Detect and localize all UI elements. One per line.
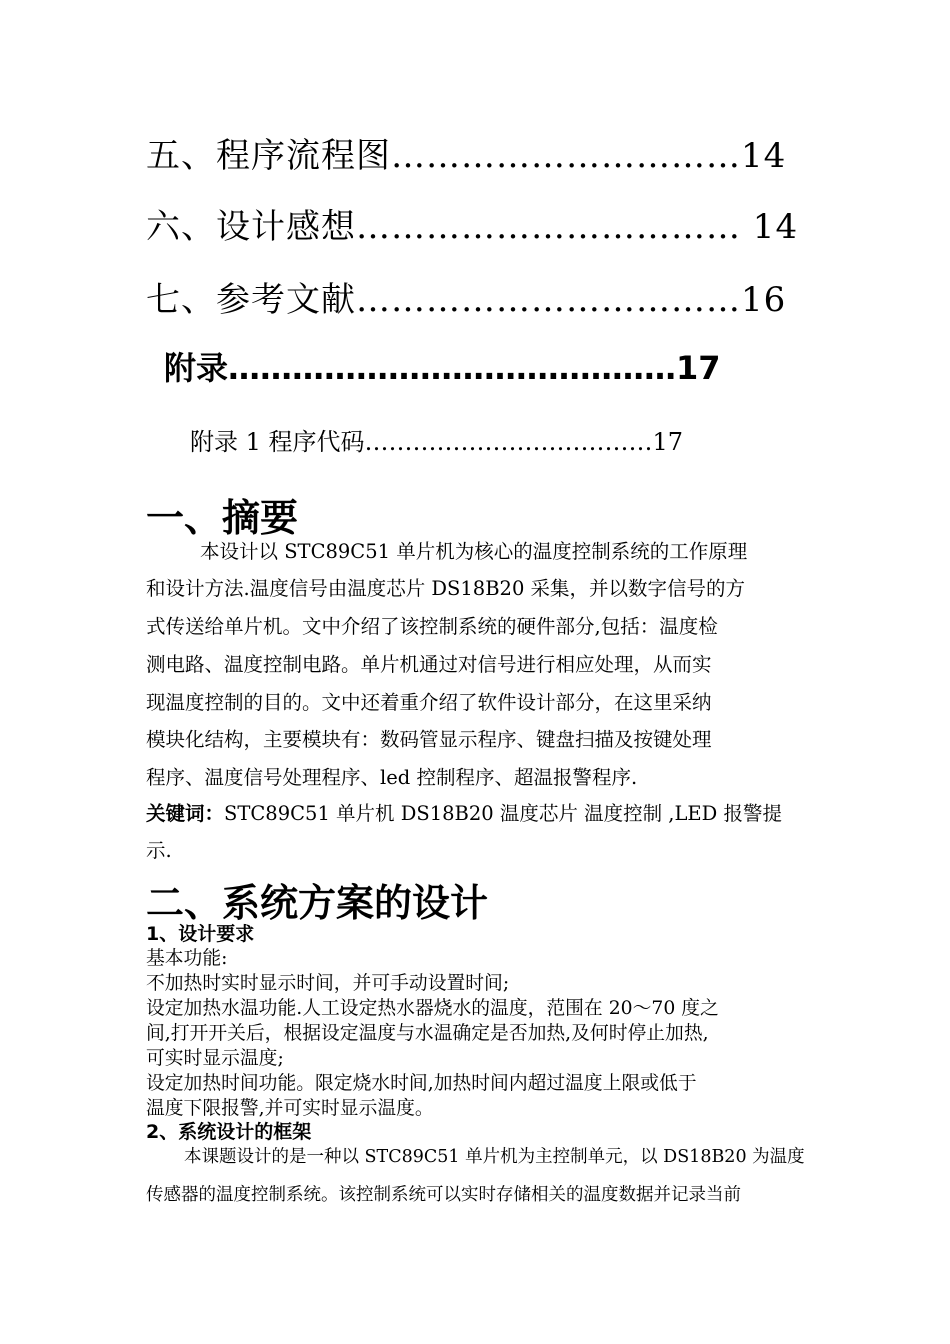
system-heading: 二、系统方案的设计 [146,881,489,925]
toc-item-appendix[interactable]: 附录……………………………………17 [164,349,721,387]
keywords-line [146,798,782,826]
abstract-line-3: 式传送给单片机。文中介绍了该控制系统的硬件部分,包括：温度检 [146,615,718,638]
frame-line-2: 传感器的温度控制系统。该控制系统可以实时存储相关的温度数据并记录当前 [146,1185,741,1205]
req-line-6: 设定加热时间功能。限定烧水时间,加热时间内超过温度上限或低于 [146,1073,697,1094]
toc-item-flowchart[interactable]: 五、程序流程图…………………………14 [146,136,787,176]
req-line-4: 间,打开开关后，根据设定温度与水温确定是否加热,及何时停止加热, [146,1023,709,1044]
abstract-line-7: 程序、温度信号处理程序、led 控制程序、超温报警程序. [146,766,638,789]
system-framework-heading: 2、系统设计的框架 [146,1121,312,1143]
abstract-heading: 一、摘要 [146,496,299,540]
keywords-label: 关键词： [146,802,225,825]
req-line-1: 基本功能: [146,948,228,969]
abstract-line-6: 模块化结构，主要模块有：数码管显示程序、键盘扫描及按键处理 [146,728,712,751]
req-line-7: 温度下限报警,并可实时显示温度。 [146,1098,434,1119]
toc-item-reflections[interactable]: 六、设计感想…………………………… 14 [146,207,799,247]
req-line-5: 可实时显示温度; [146,1048,284,1069]
req-line-3: 设定加热水温功能.人工设定热水器烧水的温度，范围在 20～70 度之 [146,998,719,1019]
toc-item-references[interactable]: 七、参考文献……………………………16 [146,280,787,320]
frame-line-1: 本课题设计的是一种以 STC89C51 单片机为主控制单元，以 DS18B20 为温度 [184,1147,805,1167]
toc-item-appendix-code[interactable]: 附录 1 程序代码………………………………17 [190,428,684,456]
keywords-tail: 示. [146,839,172,862]
abstract-line-1: 本设计以 STC89C51 单片机为核心的温度控制系统的工作原理 [200,540,748,563]
abstract-line-5: 现温度控制的目的。文中还着重介绍了软件设计部分，在这里采纳 [146,691,712,714]
abstract-line-4: 测电路、温度控制电路。单片机通过对信号进行相应处理，从而实 [146,653,712,676]
abstract-line-2: 和设计方法.温度信号由温度芯片 DS18B20 采集，并以数字信号的方 [146,577,746,600]
keywords-text: STC89C51 单片机 DS18B20 温度芯片 温度控制 ,LED 报警提 [224,802,783,825]
design-requirements-heading: 1、设计要求 [146,923,255,945]
req-line-2: 不加热时实时显示时间，并可手动设置时间; [146,973,510,994]
